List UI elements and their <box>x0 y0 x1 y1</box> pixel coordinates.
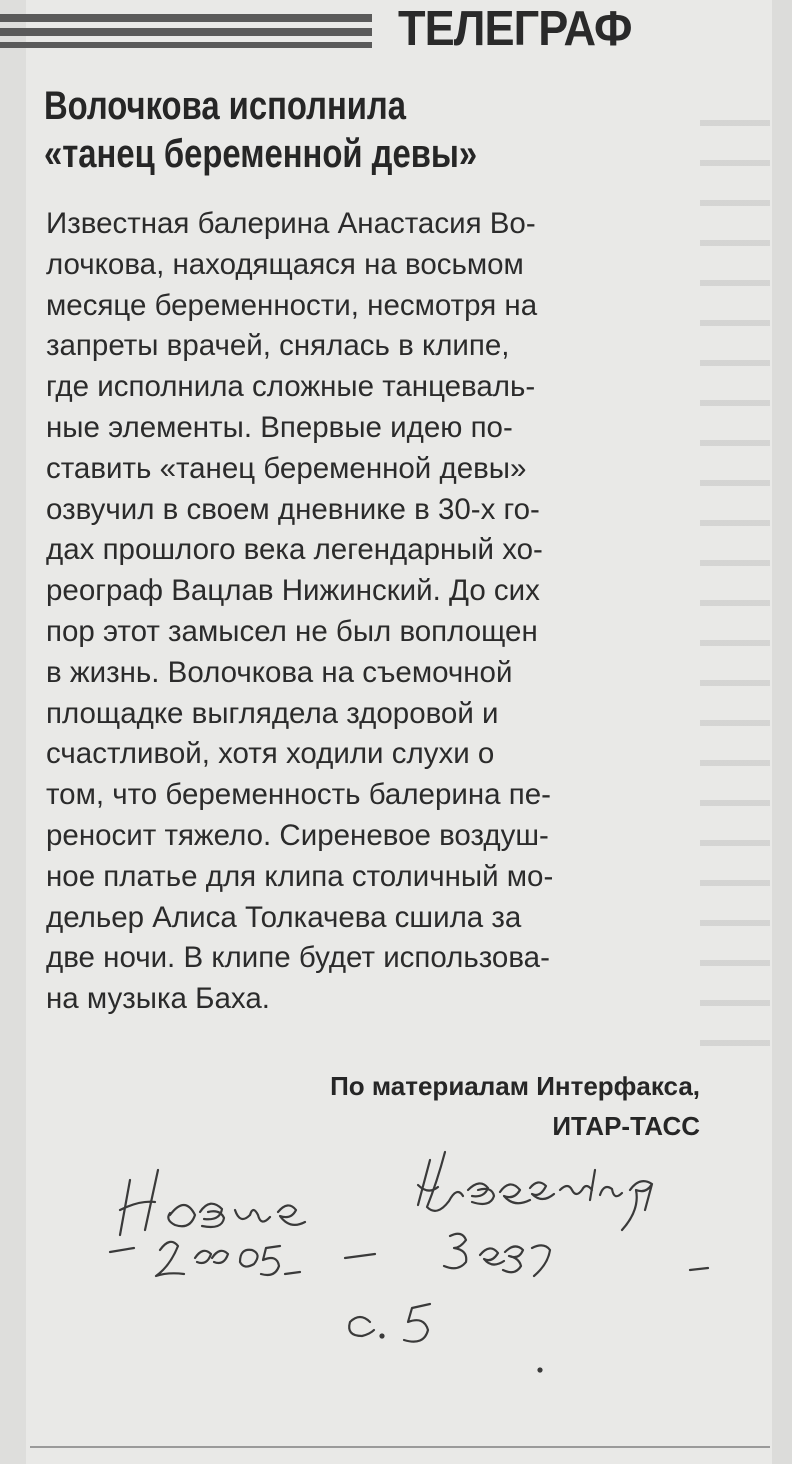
body-line: дах прошлого века легендарный хо- <box>46 533 543 567</box>
body-line: в жизнь. Волочкова на съемочной <box>46 655 513 689</box>
handwritten-note <box>100 1140 780 1380</box>
body-line: дельер Алиса Толкачева сшила за <box>46 900 522 934</box>
paper-edge-left <box>0 0 26 1464</box>
body-line: озвучил в своем дневнике в 30-х го- <box>46 492 540 526</box>
headline-line: «танец беременной девы» <box>44 132 478 176</box>
body-line: на музыка Баха. <box>46 982 270 1016</box>
show-through-text <box>700 120 770 1080</box>
body-line: ставить «танец беременной девы» <box>46 451 527 485</box>
section-rubric: ТЕЛЕГРАФ <box>398 2 632 56</box>
body-line: счастливой, хотя ходили слухи о <box>46 737 495 771</box>
body-line: том, что беременность балерина пе- <box>46 778 551 812</box>
headline-line: Волочкова исполнила <box>44 84 407 128</box>
article-headline <box>44 82 536 178</box>
body-line: реограф Вацлав Нижинский. До сих <box>46 574 540 608</box>
body-line: запреты врачей, снялась в клипе, <box>46 329 510 363</box>
body-line: где исполнила сложные танцеваль- <box>46 370 536 404</box>
body-line: ное платье для клипа столичный мо- <box>46 859 554 893</box>
source-credit <box>330 1066 700 1146</box>
rubric-rule <box>0 14 372 48</box>
body-line: лочкова, находящаяся на восьмом <box>46 247 524 281</box>
credit-line: По материалам Интерфакса, <box>330 1071 700 1101</box>
credit-line: ИТАР-ТАСС <box>552 1111 700 1141</box>
body-line: площадке выглядела здоровой и <box>46 696 499 730</box>
body-line: пор этот замысел не был воплощен <box>46 614 538 648</box>
body-line: реносит тяжело. Сиреневое воздуш- <box>46 818 549 852</box>
article-body <box>46 204 706 1020</box>
bottom-rule <box>30 1446 770 1448</box>
body-line: две ночи. В клипе будет использова- <box>46 941 550 975</box>
body-line: месяце беременности, несмотря на <box>46 288 538 322</box>
body-line: Известная балерина Анастасия Во- <box>46 207 536 240</box>
body-line: ные элементы. Впервые идею по- <box>46 410 513 444</box>
